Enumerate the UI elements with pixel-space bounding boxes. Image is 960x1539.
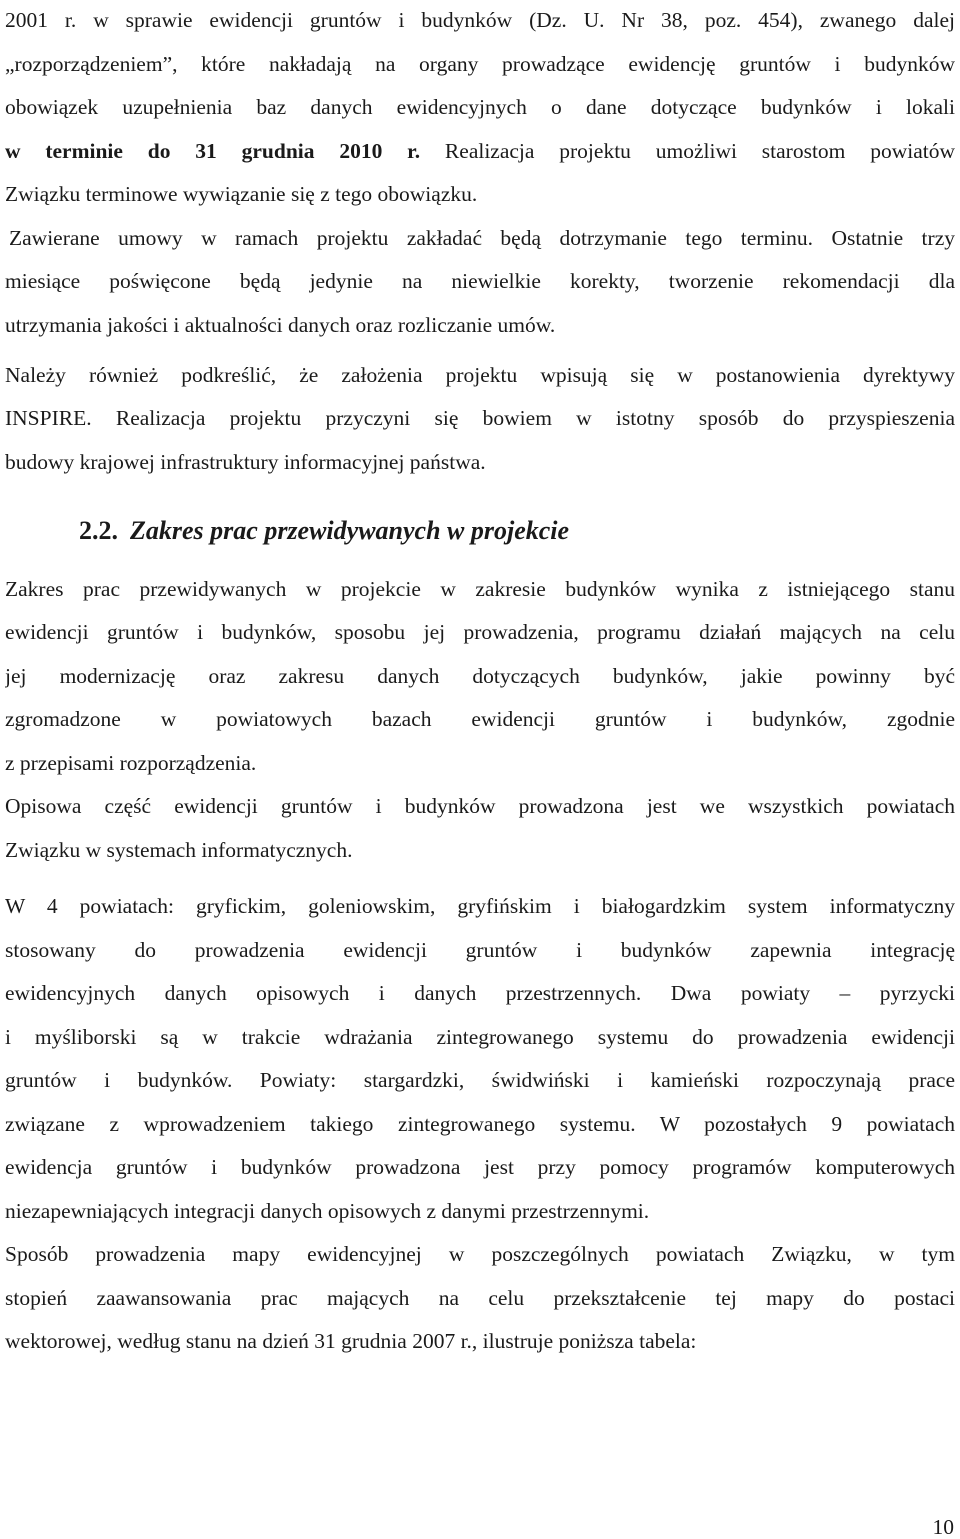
paragraph-1-line-2-rest: , które nakładają na organy prowadzące ewidencję gruntów i budynków xyxy=(172,52,955,76)
paragraph-2-line-3: utrzymania jakości i aktualności danych oraz rozliczanie umów. xyxy=(5,313,556,337)
paragraph-6-line-8: niezapewniających integracji danych opisowych z danymi przestrzennymi. xyxy=(5,1199,650,1223)
paragraph-1-line-1: 2001 r. w sprawie ewidencji gruntów i budynków (Dz. U. Nr 38, poz. 454), zwanego dalej xyxy=(5,8,955,32)
paragraph-6-line-7: ewidencja gruntów i budynków prowadzona jest przy pomocy programów komputerowych xyxy=(5,1155,955,1179)
quoted-term: „rozporządzeniem” xyxy=(5,52,173,76)
paragraph-2-line-1: Zawierane umowy w ramach projektu zakładać będą dotrzymanie tego terminu. Ostatnie trzy xyxy=(9,226,955,250)
paragraph-6-line-6: związane z wprowadzeniem takiego zintegrowanego systemu. W pozostałych 9 powiatach xyxy=(5,1112,955,1136)
paragraph-4-line-5: z przepisami rozporządzenia. xyxy=(5,751,257,775)
paragraph-6-line-1: W 4 powiatach: gryfickim, goleniowskim, gryfińskim i białogardzkim system informatyczny xyxy=(5,894,955,918)
paragraph-7-line-2: stopień zaawansowania prac mających na celu przekształcenie tej mapy do postaci xyxy=(5,1286,955,1310)
paragraph-4-line-3: jej modernizację oraz zakresu danych dotyczących budynków, jakie powinny być xyxy=(5,664,955,688)
paragraph-4-line-1: Zakres prac przewidywanych w projekcie w zakresie budynków wynika z istniejącego stanu xyxy=(5,577,955,601)
paragraph-1-line-3: obowiązek uzupełnienia baz danych ewidencyjnych o dane dotyczące budynków i lokali xyxy=(5,95,955,119)
deadline-emphasis: w terminie do 31 grudnia 2010 r. xyxy=(5,139,421,163)
paragraph-6-line-5: gruntów i budynków. Powiaty: stargardzki, świdwiński i kamieński rozpoczynają prace xyxy=(5,1068,955,1092)
paragraph-6-line-2: stosowany do prowadzenia ewidencji gruntów i budynków zapewnia integrację xyxy=(5,938,955,962)
paragraph-1-line-4-rest: Realizacja projektu umożliwi starostom powiatów xyxy=(420,139,955,163)
paragraph-7-line-3: wektorowej, według stanu na dzień 31 grudnia 2007 r., ilustruje poniższa tabela: xyxy=(5,1329,697,1353)
paragraph-6-line-4: i myśliborski są w trakcie wdrażania zintegrowanego systemu do prowadzenia ewidencji xyxy=(5,1025,955,1049)
paragraph-3-line-3: budowy krajowej infrastruktury informacyjnej państwa. xyxy=(5,450,486,474)
page-number: 10 xyxy=(932,1515,954,1539)
paragraph-1-line-5: Związku terminowe wywiązanie się z tego obowiązku. xyxy=(5,182,478,206)
paragraph-1-line-2 xyxy=(5,50,955,78)
paragraph-2-line-2: miesiące poświęcone będą jedynie na niewielkie korekty, tworzenie rekomendacji dla xyxy=(5,269,955,293)
paragraph-4-line-2: ewidencji gruntów i budynków, sposobu jej prowadzenia, programu działań mających na celu xyxy=(5,620,955,644)
paragraph-1-line-4 xyxy=(5,137,955,165)
section-title: Zakres prac przewidywanych w projekcie xyxy=(130,516,570,545)
paragraph-4-line-4: zgromadzone w powiatowych bazach ewidencji gruntów i budynków, zgodnie xyxy=(5,707,955,731)
paragraph-7-line-1: Sposób prowadzenia mapy ewidencyjnej w poszczególnych powiatach Związku, w tym xyxy=(5,1242,955,1266)
section-heading xyxy=(79,513,569,549)
paragraph-5-line-1: Opisowa część ewidencji gruntów i budynków prowadzona jest we wszystkich powiatach xyxy=(5,794,955,818)
paragraph-6-line-3: ewidencyjnych danych opisowych i danych przestrzennych. Dwa powiaty – pyrzycki xyxy=(5,981,955,1005)
section-number: 2.2. xyxy=(79,516,118,545)
paragraph-5-line-2: Związku w systemach informatycznych. xyxy=(5,838,353,862)
paragraph-3-line-2: INSPIRE. Realizacja projektu przyczyni się bowiem w istotny sposób do przyspieszenia xyxy=(5,406,955,430)
paragraph-3-line-1: Należy również podkreślić, że założenia projektu wpisują się w postanowienia dyrektywy xyxy=(5,363,955,387)
